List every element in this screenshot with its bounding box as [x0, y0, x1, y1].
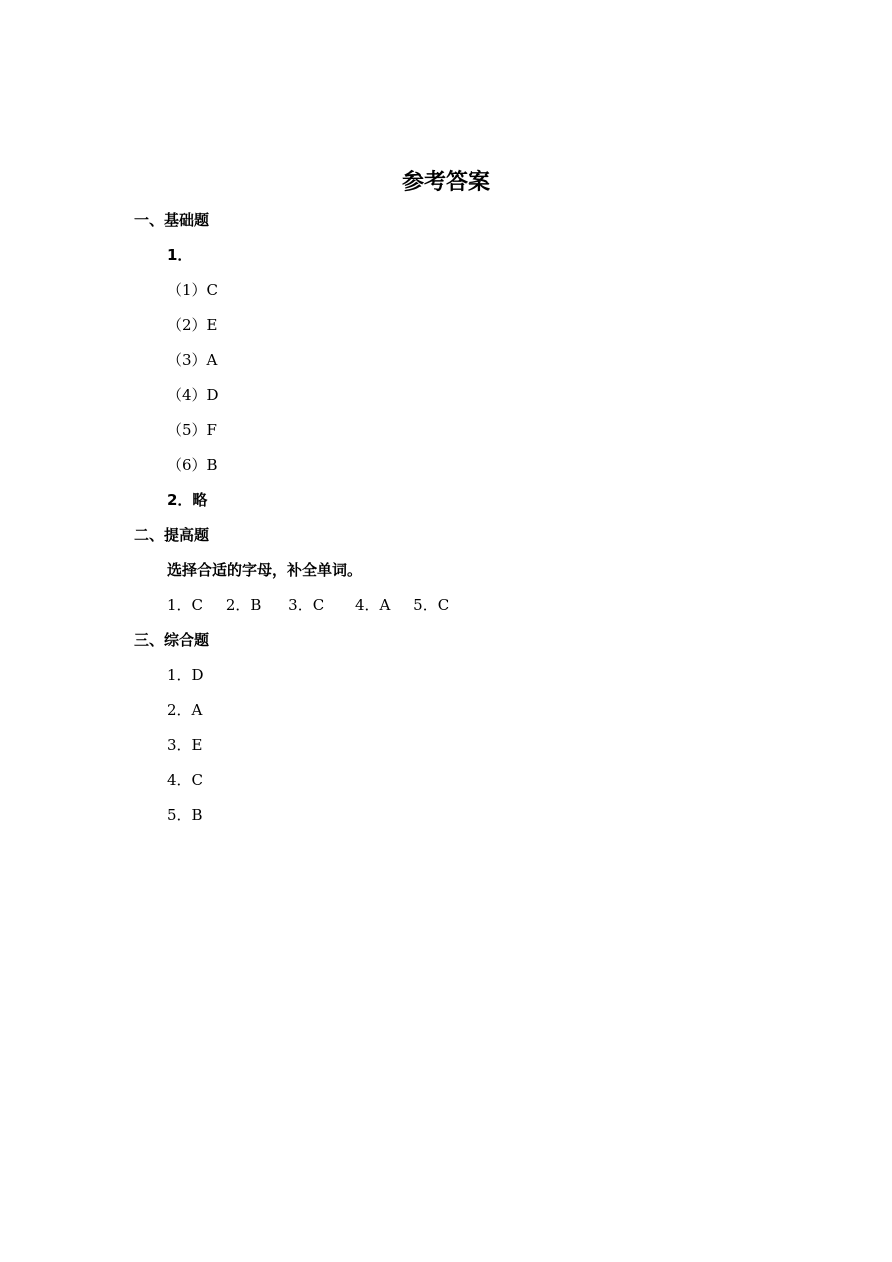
answer-item: （3）A [167, 351, 218, 369]
answer-item: （6）B [167, 456, 218, 474]
answer-item: （4）D [167, 386, 219, 404]
answer-item: （1）C [167, 281, 219, 299]
answer-item: 3．E [167, 736, 203, 754]
section-heading-basic: 一、基础题 [134, 211, 210, 229]
page-title: 参考答案 [401, 170, 490, 195]
inline-answer: 1．C [167, 596, 204, 614]
answer-item: 2．A [167, 701, 203, 719]
answer-item: （2）E [167, 316, 218, 334]
inline-answer: 5．C [413, 596, 450, 614]
question-1-label: 1． [167, 246, 193, 264]
inline-answer: 2．B [225, 596, 262, 614]
section-heading-advanced: 二、提高题 [134, 526, 210, 544]
answer-item: 1．D [167, 666, 204, 684]
inline-answer: 3．C [288, 596, 325, 614]
answer-item: （5）F [167, 421, 217, 439]
answer-item: 4．C [167, 771, 204, 789]
inline-answer: 4．A [354, 596, 391, 614]
question-2-label: 2．略 [167, 491, 208, 509]
inline-answers-row [167, 595, 467, 615]
instruction-text: 选择合适的字母，补全单词。 [167, 561, 363, 579]
answer-item: 5．B [167, 806, 203, 824]
section-heading-comprehensive: 三、综合题 [134, 631, 210, 649]
